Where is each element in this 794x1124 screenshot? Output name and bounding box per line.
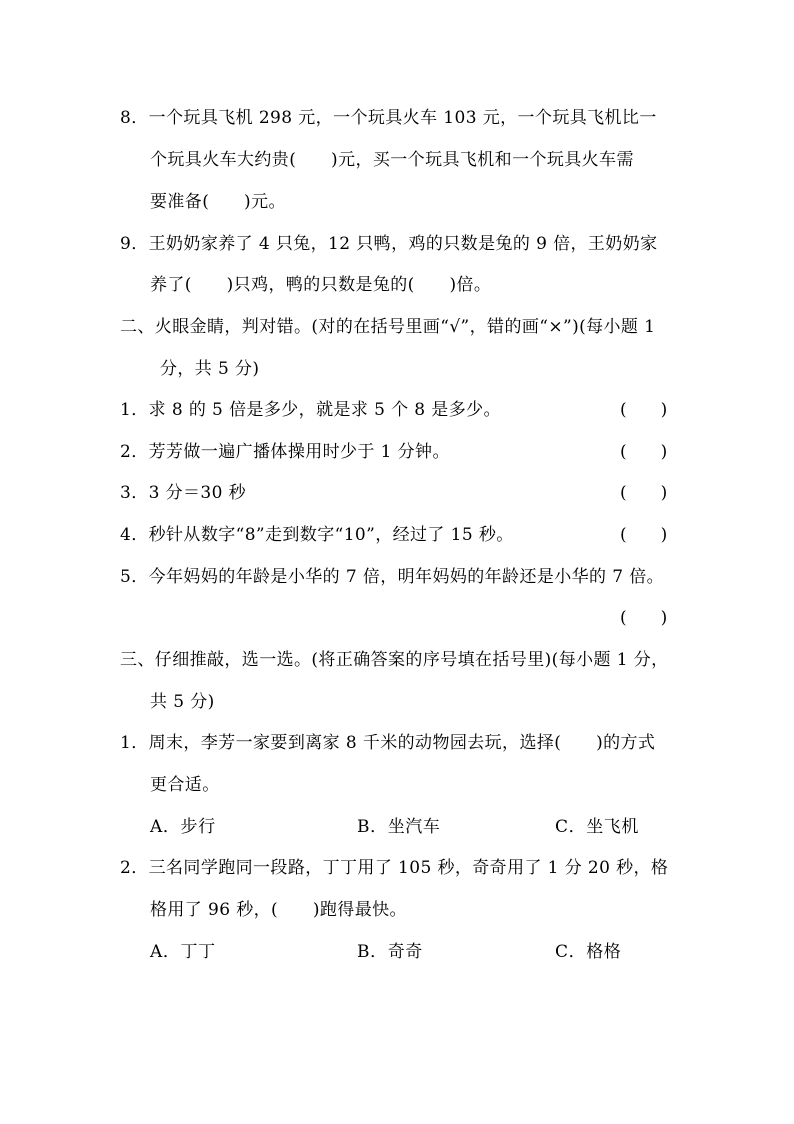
judge-item-2-answer-paren[interactable]: ( ) <box>620 442 668 462</box>
choice-q2-option-c[interactable]: C．格格 <box>555 942 622 962</box>
choice-q2-option-a[interactable]: A．丁丁 <box>150 942 216 962</box>
choice-q2-line-1: 2．三名同学跑同一段路，丁丁用了 105 秒，奇奇用了 1 分 20 秒，格 <box>120 858 669 878</box>
part3-heading-line-2: 共 5 分) <box>150 692 215 712</box>
judge-item-5-answer-paren[interactable]: ( ) <box>620 608 668 628</box>
judge-item-5: 5．今年妈妈的年龄是小华的 7 倍，明年妈妈的年龄还是小华的 7 倍。 <box>120 567 665 587</box>
q8-line-2: 个玩具火车大约贵( )元，买一个玩具飞机和一个玩具火车需 <box>150 150 634 170</box>
choice-q1-option-b[interactable]: B．坐汽车 <box>357 817 441 837</box>
judge-item-1-answer-paren[interactable]: ( ) <box>620 400 668 420</box>
choice-q1-option-c[interactable]: C．坐飞机 <box>555 817 640 837</box>
part2-heading-line-2: 分，共 5 分) <box>160 359 260 379</box>
part2-heading-line-1: 二、火眼金睛，判对错。(对的在括号里画“√”，错的画“×”)(每小题 1 <box>120 317 656 337</box>
q9-line-1: 9．王奶奶家养了 4 只兔，12 只鸭，鸡的只数是兔的 9 倍，王奶奶家 <box>120 234 658 254</box>
choice-q1-line-1: 1．周末，李芳一家要到离家 8 千米的动物园去玩，选择( )的方式 <box>120 733 656 753</box>
choice-q1-line-2: 更合适。 <box>150 775 220 795</box>
judge-item-1: 1．求 8 的 5 倍是多少，就是求 5 个 8 是多少。 <box>120 400 501 420</box>
judge-item-3: 3．3 分＝30 秒 <box>120 483 247 503</box>
choice-q1-option-a[interactable]: A．步行 <box>150 817 216 837</box>
judge-item-4-answer-paren[interactable]: ( ) <box>620 525 668 545</box>
q8-line-1: 8．一个玩具飞机 298 元，一个玩具火车 103 元，一个玩具飞机比一 <box>120 108 657 128</box>
judge-item-4: 4．秒针从数字“8”走到数字“10”，经过了 15 秒。 <box>120 525 514 545</box>
q9-line-2: 养了( )只鸡，鸭的只数是兔的( )倍。 <box>150 275 492 295</box>
q8-line-3: 要准备( )元。 <box>150 192 286 212</box>
judge-item-2: 2．芳芳做一遍广播体操用时少于 1 分钟。 <box>120 442 450 462</box>
choice-q2-line-2: 格用了 96 秒，( )跑得最快。 <box>150 900 407 920</box>
part3-heading-line-1: 三、仔细推敲，选一选。(将正确答案的序号填在括号里)(每小题 1 分， <box>120 650 669 670</box>
judge-item-3-answer-paren[interactable]: ( ) <box>620 483 668 503</box>
choice-q2-option-b[interactable]: B．奇奇 <box>357 942 423 962</box>
